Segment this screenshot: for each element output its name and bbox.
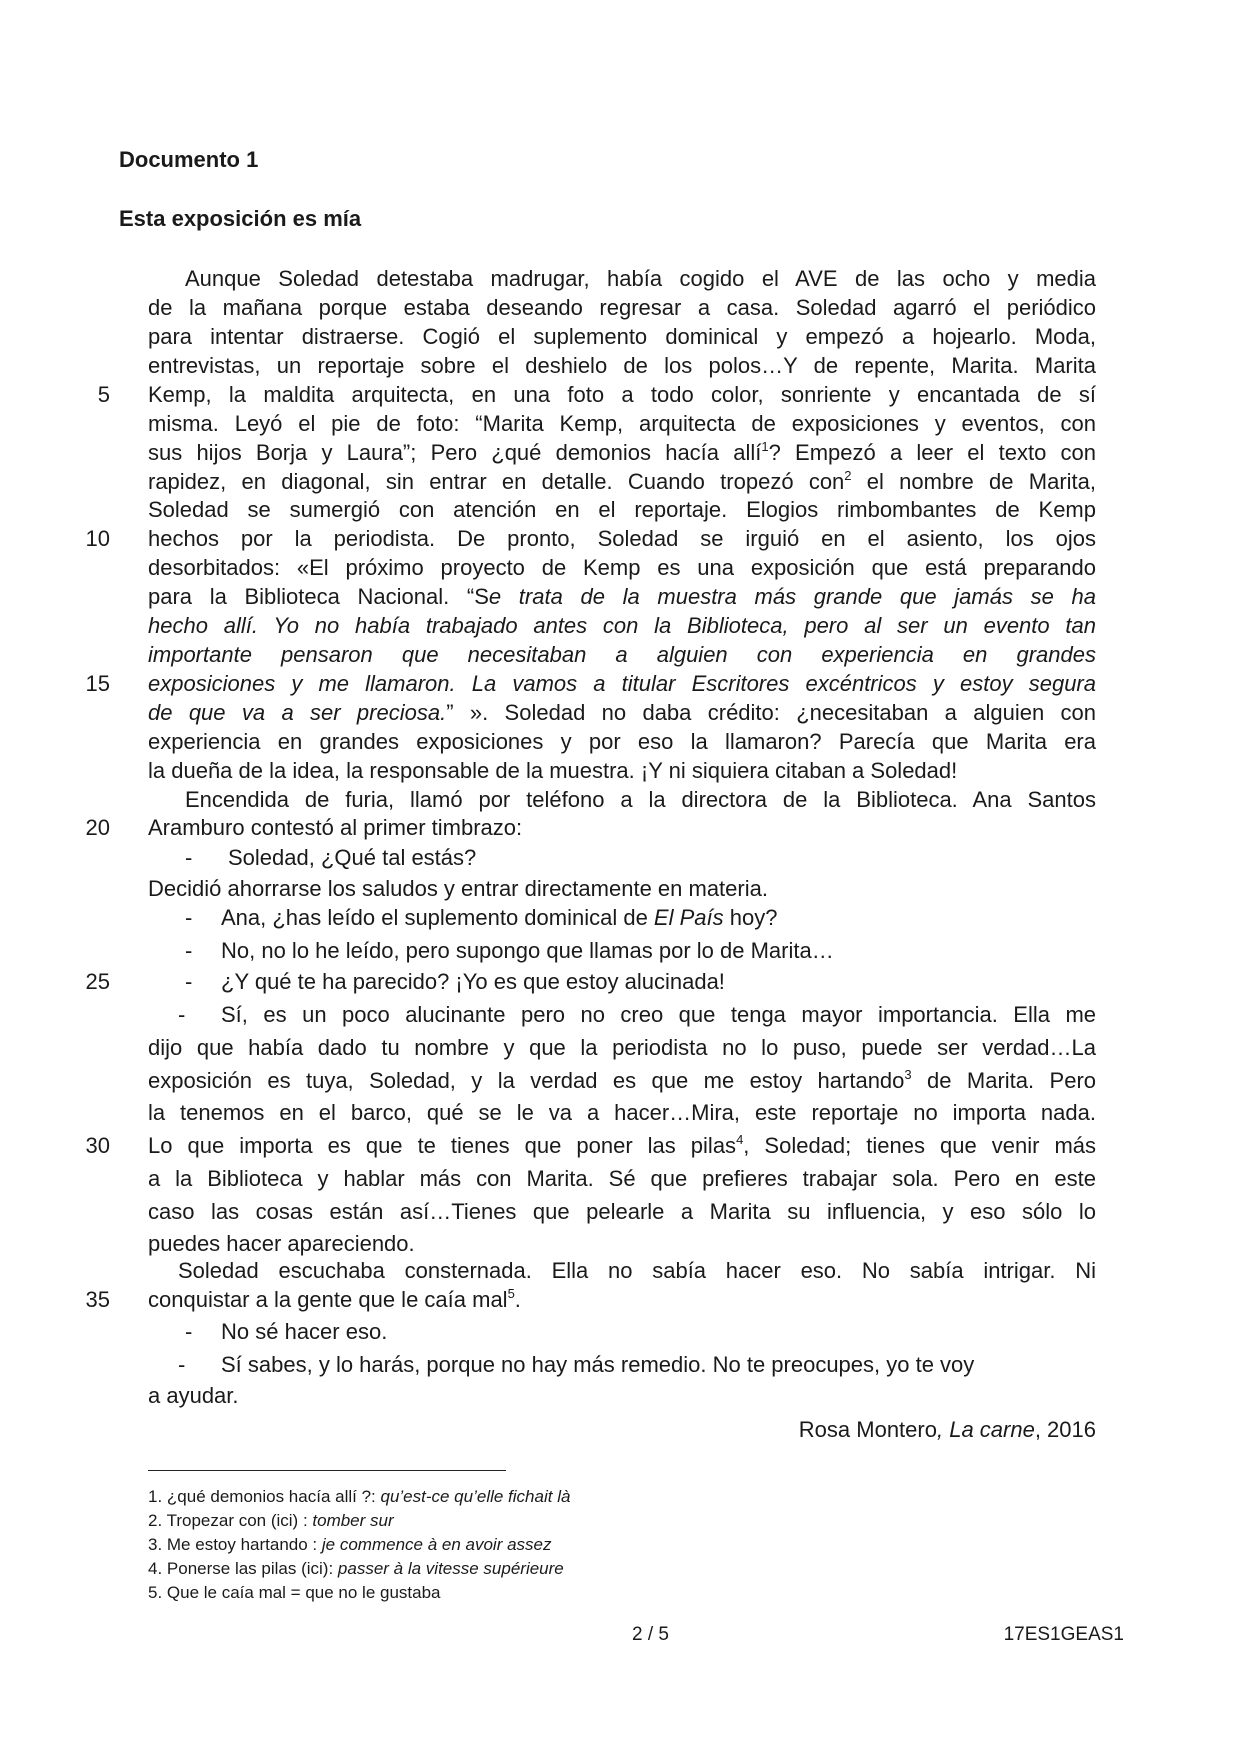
dialogue-dash: -	[185, 845, 193, 870]
text-line: de la mañana porque estaba deseando regresar a casa. Soledad agarró el periódico	[148, 295, 1096, 320]
text-line: Decidió ahorrarse los saludos y entrar directamente en materia.	[148, 876, 768, 901]
dialogue-dash: -	[185, 1319, 193, 1344]
dialogue-dash: -	[178, 1002, 186, 1027]
dialogue-line: ¿Y qué te ha parecido? ¡Yo es que estoy alucinada!	[221, 969, 725, 994]
dialogue-line: Soledad, ¿Qué tal estás?	[228, 845, 477, 870]
text-line: Soledad escuchaba consternada. Ella no sabía hacer eso. No sabía intrigar. Ni	[178, 1258, 1096, 1283]
document-label: Documento 1	[119, 147, 259, 172]
line-number: 10	[85, 526, 110, 551]
text-line: conquistar a la gente que le caía mal$^5$.	[148, 1286, 521, 1312]
text-line: para intentar distraerse. Cogió el suplemento dominical y empezó a hojearlo. Moda,	[148, 324, 1096, 349]
text-line: desorbitados: «El próximo proyecto de Kemp es una exposición que está preparando	[148, 555, 1096, 580]
footnote-ref: 5	[507, 1286, 515, 1301]
dialogue-dash: -	[185, 969, 193, 994]
text-line: a ayudar.	[148, 1383, 239, 1408]
text-line: de que va a ser preciosa.” ». Soledad no daba crédito: ¿necesitaban a alguien con	[148, 700, 1096, 725]
document-title: Esta exposición es mía	[119, 206, 362, 231]
line-number: 35	[85, 1287, 110, 1312]
footnote: 5. Que le caía mal = que no le gustaba	[148, 1583, 441, 1602]
text-line: la tenemos en el barco, qué se le va a hacer…Mira, este reportaje no importa nada.	[148, 1100, 1096, 1125]
text-line: exposición es tuya, Soledad, y la verdad es que me estoy hartando$^3$ de Marita. Pero	[148, 1067, 1097, 1093]
text-line: entrevistas, un reportaje sobre el deshielo de los polos…Y de repente, Marita. Marita	[148, 353, 1096, 378]
text-line: Kemp, la maldita arquitecta, en una foto a todo color, sonriente y encantada de sí	[148, 382, 1096, 407]
text-line: Aunque Soledad detestaba madrugar, había cogido el AVE de las ocho y media	[185, 266, 1096, 291]
dialogue-line: No sé hacer eso.	[221, 1319, 388, 1344]
dialogue-dash: -	[185, 905, 193, 930]
text-line: rapidez, en diagonal, sin entrar en detalle. Cuando tropezó con$^2$ el nombre de Marita,	[148, 468, 1096, 494]
text-line: para la Biblioteca Nacional. “Se trata de la muestra más grande que jamás se ha	[148, 584, 1096, 609]
text-line: importante pensaron que necesitaban a alguien con experiencia en grandes	[148, 642, 1096, 667]
dialogue-line: Sí sabes, y lo harás, porque no hay más remedio. No te preocupes, yo te voy	[221, 1352, 975, 1377]
text-line: puedes hacer apareciendo.	[148, 1231, 415, 1256]
footnote-ref: 1	[761, 439, 769, 454]
line-number: 30	[85, 1133, 110, 1158]
footnote-ref: 3	[904, 1067, 912, 1082]
footnote-ref: 2	[844, 468, 852, 483]
text-line: experiencia en grandes exposiciones y por eso la llamaron? Parecía que Marita era	[148, 729, 1096, 754]
text-line: sus hijos Borja y Laura”; Pero ¿qué demonios hacía allí$^1$? Empezó a leer el texto con	[148, 439, 1096, 465]
dialogue-line: No, no lo he leído, pero supongo que llamas por lo de Marita…	[221, 938, 834, 963]
text-line: Aramburo contestó al primer timbrazo:	[148, 815, 523, 840]
page-number: 2 / 5	[632, 1624, 669, 1645]
footnote: 2. Tropezar con (ici) : tomber sur	[148, 1511, 394, 1530]
line-number: 25	[85, 969, 110, 994]
text-line: hechos por la periodista. De pronto, Soledad se irguió en el asiento, los ojos	[148, 526, 1096, 551]
attribution: Rosa Montero, La carne, 2016	[798, 1417, 1096, 1442]
text-line: Soledad se sumergió con atención en el reportaje. Elogios rimbombantes de Kemp	[148, 497, 1096, 522]
document-code: 17ES1GEAS1	[1003, 1624, 1124, 1645]
dialogue-dash: -	[185, 938, 193, 963]
text-line: caso las cosas están así…Tienes que pelearle a Marita su influencia, y eso sólo lo	[148, 1199, 1096, 1224]
text-line: a la Biblioteca y hablar más con Marita. Sé que prefieres trabajar sola. Pero en este	[148, 1166, 1096, 1191]
text-line: la dueña de la idea, la responsable de la muestra. ¡Y ni siquiera citaban a Soledad!	[148, 758, 958, 783]
footnote-divider	[148, 1470, 506, 1471]
line-number: 20	[85, 815, 110, 840]
text-line: dijo que había dado tu nombre y que la periodista no lo puso, puede ser verdad…La	[148, 1035, 1096, 1060]
dialogue-line: Ana, ¿has leído el suplemento dominical de El País hoy?	[221, 905, 778, 930]
footnote-ref: 4	[736, 1132, 744, 1147]
dialogue-line: Sí, es un poco alucinante pero no creo que tenga mayor importancia. Ella me	[221, 1002, 1096, 1027]
text-line: Lo que importa es que te tienes que poner las pilas$^4$, Soledad; tienes que venir más	[148, 1132, 1097, 1158]
footnote: 1. ¿qué demonios hacía allí ?: qu’est-ce qu’elle fichait là	[148, 1487, 571, 1506]
text-line: misma. Leyó el pie de foto: “Marita Kemp, arquitecta de exposiciones y eventos, con	[148, 411, 1096, 436]
footnote: 4. Ponerse las pilas (ici): passer à la vitesse supérieure	[148, 1559, 564, 1578]
text-line: hecho allí. Yo no había trabajado antes con la Biblioteca, pero al ser un evento tan	[148, 613, 1096, 638]
line-number: 5	[97, 382, 110, 407]
dialogue-dash: -	[178, 1352, 186, 1377]
text-line: exposiciones y me llamaron. La vamos a titular Escritores excéntricos y estoy segura	[148, 671, 1096, 696]
footnote: 3. Me estoy hartando : je commence à en avoir assez	[148, 1535, 552, 1554]
line-number: 15	[85, 671, 110, 696]
text-line: Encendida de furia, llamó por teléfono a la directora de la Biblioteca. Ana Santos	[185, 787, 1096, 812]
